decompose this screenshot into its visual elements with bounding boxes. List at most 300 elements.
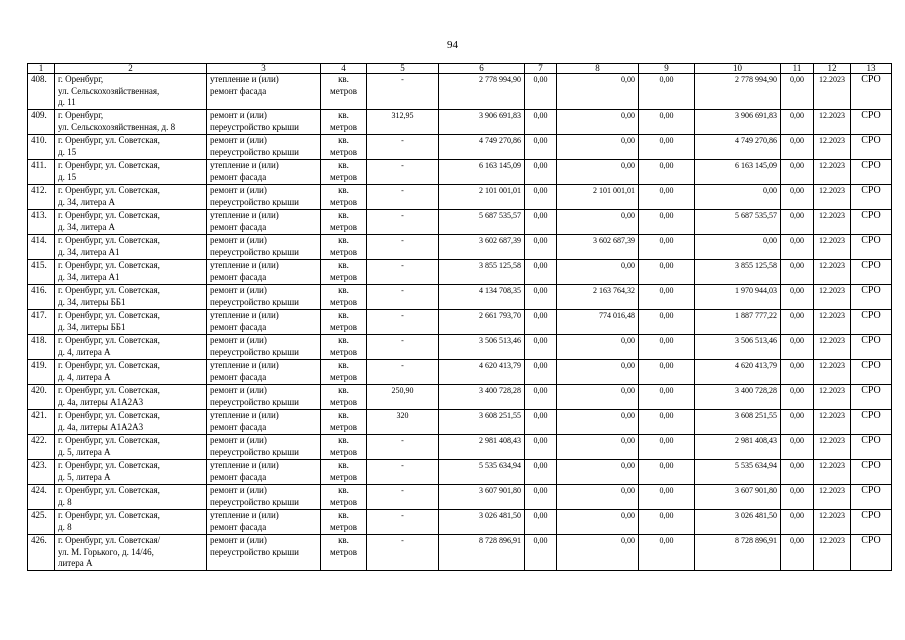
total-cost-cell: 3 506 513,46 (439, 335, 525, 360)
address-cell-line: д. 11 (58, 97, 76, 107)
amount-cell: 0,00 (781, 210, 814, 235)
amount-cell: 0,00 (525, 460, 557, 485)
table-row (28, 160, 892, 185)
amount-cell: 0,00 (781, 310, 814, 335)
unit-cell-line: кв. (338, 435, 349, 445)
unit-cell-line: метров (330, 296, 357, 307)
deadline-cell: 12.2023 (814, 360, 851, 385)
deadline-cell: 12.2023 (814, 285, 851, 310)
source-cell: СРО (851, 74, 892, 110)
amount-cell: 0,00 (557, 410, 639, 435)
unit-cell-line: кв. (338, 285, 349, 295)
address-cell (55, 135, 207, 160)
address-cell (55, 410, 207, 435)
work-type-cell-line: ремонт и (или) (210, 485, 267, 495)
amount-cell: 0,00 (557, 360, 639, 385)
amount-cell: 0,00 (639, 485, 695, 510)
unit-cell (321, 310, 367, 335)
amount-cell: 0,00 (557, 160, 639, 185)
address-cell-line: г. Оренбург, ул. Советская, (58, 260, 160, 270)
source-cell: СРО (851, 285, 892, 310)
amount-cell: 0,00 (525, 410, 557, 435)
amount-cell: 0,00 (639, 460, 695, 485)
amount-cell: 0,00 (639, 260, 695, 285)
row-number: 425. (28, 510, 55, 535)
total-cost-cell: 2 981 408,43 (439, 435, 525, 460)
source-cell: СРО (851, 410, 892, 435)
amount-cell: 0,00 (639, 235, 695, 260)
amount-cell: 3 602 687,39 (557, 235, 639, 260)
total-cost-cell: 3 602 687,39 (439, 235, 525, 260)
unit-cell (321, 210, 367, 235)
column-number: 13 (851, 64, 892, 74)
amount-cell: 0,00 (557, 435, 639, 460)
unit-cell-line: кв. (338, 210, 349, 220)
amount-cell: 0,00 (525, 185, 557, 210)
source-cell: СРО (851, 310, 892, 335)
work-type-cell-line: ремонт и (или) (210, 535, 267, 545)
amount-cell: 0,00 (525, 260, 557, 285)
total-cost-cell: 3 607 901,80 (439, 485, 525, 510)
unit-cell-line: метров (330, 471, 357, 482)
unit-cell (321, 335, 367, 360)
column-number: 6 (439, 64, 525, 74)
work-type-cell-line: переустройство крыши (210, 446, 299, 457)
source-cell: СРО (851, 510, 892, 535)
amount-cell: 3 506 513,46 (695, 335, 781, 360)
total-cost-cell: 5 687 535,57 (439, 210, 525, 235)
work-type-cell (207, 485, 321, 510)
amount-cell: 0,00 (557, 510, 639, 535)
address-cell-line: д. 34, литера А1 (58, 271, 120, 282)
unit-cell-line: метров (330, 85, 357, 96)
address-cell-line: д. 5, литера А (58, 446, 111, 457)
total-cost-cell: 5 535 634,94 (439, 460, 525, 485)
amount-cell: 0,00 (781, 260, 814, 285)
unit-cell-line: метров (330, 146, 357, 157)
address-cell-line: д. 8 (58, 521, 72, 532)
unit-cell (321, 435, 367, 460)
work-type-cell (207, 185, 321, 210)
address-cell-line: г. Оренбург, ул. Советская, (58, 485, 160, 495)
row-number: 419. (28, 360, 55, 385)
amount-cell: 0,00 (639, 510, 695, 535)
column-number-row (28, 64, 892, 74)
table-row (28, 485, 892, 510)
amount-cell: 0,00 (781, 435, 814, 460)
work-type-cell-line: утепление и (или) (210, 210, 279, 220)
row-number: 422. (28, 435, 55, 460)
amount-cell: 0,00 (525, 310, 557, 335)
deadline-cell: 12.2023 (814, 210, 851, 235)
deadline-cell: 12.2023 (814, 460, 851, 485)
amount-cell: 0,00 (781, 460, 814, 485)
total-cost-cell: 2 778 994,90 (439, 74, 525, 110)
area-cell: - (367, 510, 439, 535)
address-cell-line: г. Оренбург, ул. Советская, (58, 410, 160, 420)
table-row (28, 535, 892, 571)
page-number: 94 (447, 39, 458, 51)
unit-cell (321, 285, 367, 310)
address-cell-line: д. 4а, литеры А1А2А3 (58, 421, 144, 432)
area-cell: - (367, 135, 439, 160)
amount-cell: 0,00 (525, 335, 557, 360)
address-cell-line: д. 4, литера А (58, 346, 111, 357)
area-cell: - (367, 74, 439, 110)
address-cell-line: д. 34, литера А (58, 196, 116, 207)
work-type-cell-line: утепление и (или) (210, 360, 279, 370)
amount-cell: 0,00 (639, 110, 695, 135)
row-number: 410. (28, 135, 55, 160)
amount-cell: 3 608 251,55 (695, 410, 781, 435)
unit-cell-line: метров (330, 521, 357, 532)
work-type-cell (207, 510, 321, 535)
amount-cell: 0,00 (639, 210, 695, 235)
address-cell-line: г. Оренбург, ул. Советская, (58, 185, 160, 195)
address-cell (55, 460, 207, 485)
amount-cell: 0,00 (557, 485, 639, 510)
amount-cell: 0,00 (781, 110, 814, 135)
address-cell-line: д. 34, литера А1 (58, 246, 120, 257)
row-number: 424. (28, 485, 55, 510)
unit-cell (321, 160, 367, 185)
table-row (28, 110, 892, 135)
address-cell-line: г. Оренбург, ул. Советская, (58, 510, 160, 520)
address-cell-line: д. 4а, литеры А1А2А3 (58, 396, 144, 407)
amount-cell: 3 607 901,80 (695, 485, 781, 510)
area-cell: - (367, 285, 439, 310)
work-type-cell-line: ремонт фасада (210, 521, 267, 532)
amount-cell: 0,00 (525, 235, 557, 260)
amount-cell: 0,00 (525, 135, 557, 160)
table-row (28, 74, 892, 110)
work-type-cell-line: утепление и (или) (210, 260, 279, 270)
deadline-cell: 12.2023 (814, 260, 851, 285)
column-number: 3 (207, 64, 321, 74)
address-cell-line: литера А (58, 558, 93, 568)
amount-cell: 0,00 (781, 535, 814, 571)
column-number: 11 (781, 64, 814, 74)
amount-cell: 0,00 (525, 160, 557, 185)
table-row (28, 385, 892, 410)
source-cell: СРО (851, 210, 892, 235)
work-type-cell (207, 335, 321, 360)
amount-cell: 0,00 (557, 110, 639, 135)
deadline-cell: 12.2023 (814, 410, 851, 435)
amount-cell: 0,00 (781, 185, 814, 210)
deadline-cell: 12.2023 (814, 335, 851, 360)
work-type-cell (207, 260, 321, 285)
unit-cell (321, 360, 367, 385)
unit-cell (321, 510, 367, 535)
address-cell (55, 74, 207, 110)
unit-cell (321, 460, 367, 485)
address-cell-line: д. 15 (58, 171, 77, 182)
work-type-cell (207, 410, 321, 435)
source-cell: СРО (851, 260, 892, 285)
address-cell-line: г. Оренбург, (58, 110, 104, 120)
work-type-cell (207, 74, 321, 110)
total-cost-cell: 3 400 728,28 (439, 385, 525, 410)
area-cell: 312,95 (367, 110, 439, 135)
amount-cell: 0,00 (525, 285, 557, 310)
source-cell: СРО (851, 435, 892, 460)
work-type-cell-line: переустройство крыши (210, 246, 299, 257)
address-cell-line: д. 15 (58, 146, 77, 157)
unit-cell-line: кв. (338, 110, 349, 120)
unit-cell-line: метров (330, 446, 357, 457)
unit-cell-line: кв. (338, 235, 349, 245)
work-type-cell-line: ремонт и (или) (210, 435, 267, 445)
amount-cell: 0,00 (639, 74, 695, 110)
amount-cell: 0,00 (557, 460, 639, 485)
address-cell (55, 360, 207, 385)
total-cost-cell: 2 101 001,01 (439, 185, 525, 210)
amount-cell: 3 906 691,83 (695, 110, 781, 135)
area-cell: - (367, 360, 439, 385)
deadline-cell: 12.2023 (814, 485, 851, 510)
column-number: 1 (28, 64, 55, 74)
amount-cell: 0,00 (781, 235, 814, 260)
row-number: 426. (28, 535, 55, 571)
total-cost-cell: 3 906 691,83 (439, 110, 525, 135)
work-type-cell-line: ремонт и (или) (210, 335, 267, 345)
deadline-cell: 12.2023 (814, 235, 851, 260)
amount-cell: 0,00 (557, 74, 639, 110)
work-type-cell-line: утепление и (или) (210, 460, 279, 470)
work-type-cell-line: ремонт и (или) (210, 110, 267, 120)
row-number: 411. (28, 160, 55, 185)
table-row (28, 360, 892, 385)
address-cell-line: д. 34, литеры ББ1 (58, 321, 126, 332)
source-cell: СРО (851, 185, 892, 210)
amount-cell: 5 687 535,57 (695, 210, 781, 235)
work-type-cell-line: ремонт фасада (210, 471, 267, 482)
work-type-cell-line: ремонт и (или) (210, 235, 267, 245)
amount-cell: 0,00 (525, 210, 557, 235)
unit-cell (321, 135, 367, 160)
address-cell (55, 235, 207, 260)
amount-cell: 0,00 (639, 360, 695, 385)
work-type-cell-line: ремонт фасада (210, 221, 267, 232)
total-cost-cell: 3 855 125,58 (439, 260, 525, 285)
deadline-cell: 12.2023 (814, 385, 851, 410)
amount-cell: 0,00 (639, 335, 695, 360)
deadline-cell: 12.2023 (814, 435, 851, 460)
table-row (28, 285, 892, 310)
area-cell: - (367, 260, 439, 285)
source-cell: СРО (851, 460, 892, 485)
area-cell: - (367, 435, 439, 460)
amount-cell: 0,00 (557, 210, 639, 235)
unit-cell-line: кв. (338, 410, 349, 420)
work-type-cell (207, 110, 321, 135)
table-row (28, 260, 892, 285)
work-type-cell (207, 310, 321, 335)
address-cell-line: д. 4, литера А (58, 371, 111, 382)
work-type-cell (207, 460, 321, 485)
work-type-cell-line: ремонт фасада (210, 171, 267, 182)
unit-cell (321, 485, 367, 510)
unit-cell (321, 185, 367, 210)
column-number: 9 (639, 64, 695, 74)
row-number: 409. (28, 110, 55, 135)
address-cell (55, 310, 207, 335)
row-number: 413. (28, 210, 55, 235)
address-cell-line: г. Оренбург, ул. Советская, (58, 135, 160, 145)
work-type-cell-line: ремонт и (или) (210, 135, 267, 145)
address-cell (55, 485, 207, 510)
unit-cell-line: метров (330, 421, 357, 432)
work-type-cell-line: ремонт фасада (210, 85, 267, 96)
amount-cell: 0,00 (781, 360, 814, 385)
source-cell: СРО (851, 235, 892, 260)
address-cell-line: г. Оренбург, ул. Советская, (58, 435, 160, 445)
unit-cell-line: метров (330, 246, 357, 257)
amount-cell: 0,00 (557, 260, 639, 285)
address-cell (55, 185, 207, 210)
row-number: 421. (28, 410, 55, 435)
amount-cell: 0,00 (781, 335, 814, 360)
row-number: 416. (28, 285, 55, 310)
address-cell-line: г. Оренбург, ул. Советская, (58, 235, 160, 245)
row-number: 418. (28, 335, 55, 360)
source-cell: СРО (851, 485, 892, 510)
amount-cell: 0,00 (557, 385, 639, 410)
work-type-cell-line: ремонт и (или) (210, 185, 267, 195)
deadline-cell: 12.2023 (814, 535, 851, 571)
unit-cell-line: кв. (338, 360, 349, 370)
amount-cell: 0,00 (639, 160, 695, 185)
work-type-cell-line: переустройство крыши (210, 346, 299, 357)
unit-cell-line: метров (330, 371, 357, 382)
work-type-cell-line: ремонт фасада (210, 421, 267, 432)
total-cost-cell: 3 026 481,50 (439, 510, 525, 535)
work-type-cell-line: утепление и (или) (210, 310, 279, 320)
address-cell-line: г. Оренбург, ул. Советская, (58, 385, 160, 395)
deadline-cell: 12.2023 (814, 135, 851, 160)
unit-cell-line: метров (330, 271, 357, 282)
work-type-cell (207, 135, 321, 160)
amount-cell: 0,00 (557, 535, 639, 571)
unit-cell-line: метров (330, 496, 357, 507)
table-row (28, 235, 892, 260)
work-type-cell-line: утепление и (или) (210, 510, 279, 520)
amount-cell: 2 981 408,43 (695, 435, 781, 460)
unit-cell-line: метров (330, 171, 357, 182)
address-cell-line: д. 5, литера А (58, 471, 111, 482)
total-cost-cell: 8 728 896,91 (439, 535, 525, 571)
work-type-cell-line: переустройство крыши (210, 196, 299, 207)
area-cell: - (367, 160, 439, 185)
column-number: 4 (321, 64, 367, 74)
unit-cell-line: кв. (338, 335, 349, 345)
amount-cell: 0,00 (525, 535, 557, 571)
address-cell (55, 285, 207, 310)
address-cell (55, 110, 207, 135)
amount-cell: 0,00 (781, 485, 814, 510)
unit-cell-line: кв. (338, 485, 349, 495)
area-cell: - (367, 310, 439, 335)
amount-cell: 774 016,48 (557, 310, 639, 335)
amount-cell: 8 728 896,91 (695, 535, 781, 571)
unit-cell-line: кв. (338, 260, 349, 270)
amount-cell: 0,00 (525, 110, 557, 135)
amount-cell: 2 101 001,01 (557, 185, 639, 210)
deadline-cell: 12.2023 (814, 160, 851, 185)
address-cell (55, 385, 207, 410)
unit-cell-line: кв. (338, 135, 349, 145)
unit-cell-line: кв. (338, 74, 349, 84)
amount-cell: 5 535 634,94 (695, 460, 781, 485)
amount-cell: 3 400 728,28 (695, 385, 781, 410)
area-cell: - (367, 235, 439, 260)
area-cell: - (367, 210, 439, 235)
unit-cell (321, 385, 367, 410)
table-row (28, 210, 892, 235)
total-cost-cell: 6 163 145,09 (439, 160, 525, 185)
row-number: 423. (28, 460, 55, 485)
source-cell: СРО (851, 535, 892, 571)
table-row (28, 310, 892, 335)
row-number: 417. (28, 310, 55, 335)
work-type-cell (207, 210, 321, 235)
amount-cell: 0,00 (639, 435, 695, 460)
unit-cell (321, 535, 367, 571)
work-type-cell (207, 435, 321, 460)
amount-cell: 0,00 (557, 135, 639, 160)
address-cell-line: г. Оренбург, ул. Советская, (58, 360, 160, 370)
deadline-cell: 12.2023 (814, 110, 851, 135)
amount-cell: 0,00 (781, 135, 814, 160)
address-cell-line: г. Оренбург, (58, 74, 104, 84)
unit-cell-line: кв. (338, 510, 349, 520)
unit-cell (321, 110, 367, 135)
address-cell-line: г. Оренбург, ул. Советская, (58, 460, 160, 470)
area-cell: - (367, 460, 439, 485)
work-type-cell (207, 160, 321, 185)
table-row (28, 435, 892, 460)
address-cell-line: г. Оренбург, ул. Советская/ (58, 535, 161, 545)
work-type-cell (207, 385, 321, 410)
amount-cell: 1 887 777,22 (695, 310, 781, 335)
unit-cell (321, 74, 367, 110)
row-number: 412. (28, 185, 55, 210)
source-cell: СРО (851, 335, 892, 360)
table-body (28, 74, 892, 571)
unit-cell-line: кв. (338, 310, 349, 320)
source-cell: СРО (851, 360, 892, 385)
total-cost-cell: 4 620 413,79 (439, 360, 525, 385)
amount-cell: 0,00 (525, 385, 557, 410)
column-number: 10 (695, 64, 781, 74)
area-cell: - (367, 185, 439, 210)
total-cost-cell: 2 661 793,70 (439, 310, 525, 335)
work-type-cell-line: переустройство крыши (210, 296, 299, 307)
amount-cell: 0,00 (781, 510, 814, 535)
work-type-cell-line: утепление и (или) (210, 160, 279, 170)
address-cell-line: ул. Сельскохозяйственная, д. 8 (58, 121, 176, 132)
address-cell-line: г. Оренбург, ул. Советская, (58, 160, 160, 170)
column-number: 8 (557, 64, 639, 74)
amount-cell: 0,00 (525, 485, 557, 510)
address-cell-line: г. Оренбург, ул. Советская, (58, 210, 160, 220)
amount-cell: 1 970 944,03 (695, 285, 781, 310)
source-cell: СРО (851, 160, 892, 185)
amount-cell: 0,00 (639, 135, 695, 160)
amount-cell: 3 026 481,50 (695, 510, 781, 535)
address-cell-line: д. 8 (58, 496, 72, 507)
